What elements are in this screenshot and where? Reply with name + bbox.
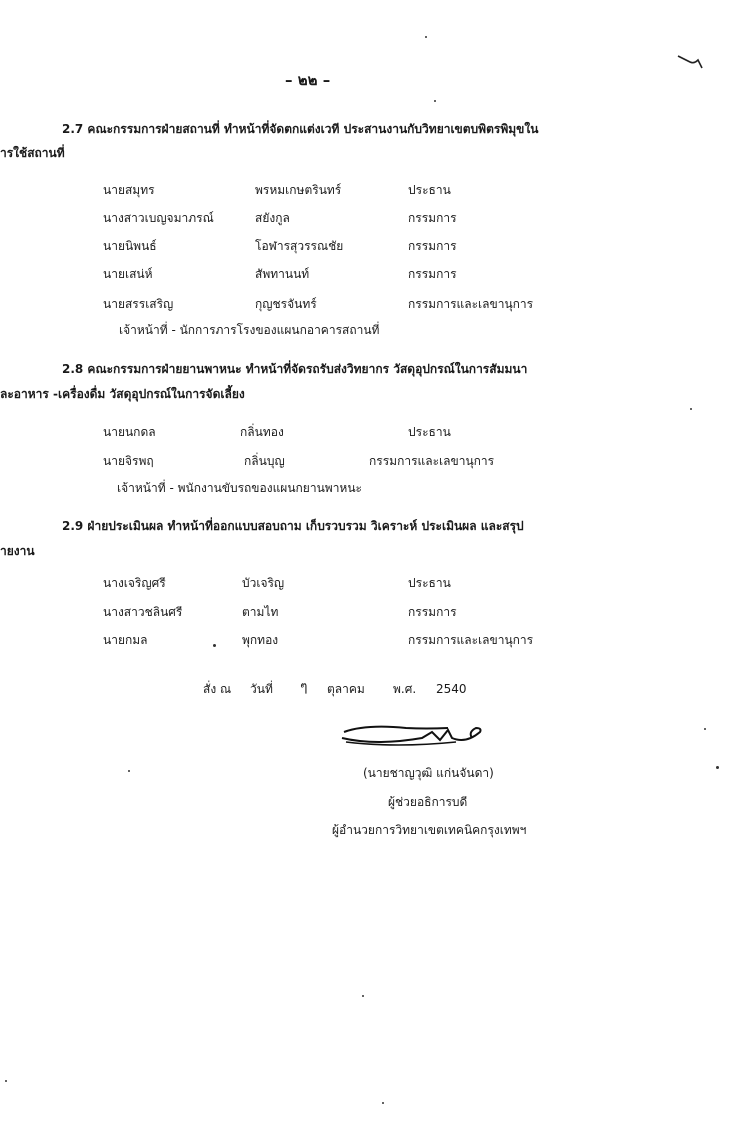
member-name: นางเจริญศรี: [103, 576, 166, 590]
member-role: กรรมการ: [408, 239, 457, 253]
signatory-position: ผู้อำนวยการวิทยาเขตเทคนิคกรุงเทพฯ: [332, 823, 527, 837]
section-2-7-heading: 2.7 คณะกรรมการฝ่ายสถานที่ ทำหน้าที่จัดตกแต่งเวที ประสานงานกับวิทยาเขตบพิตรพิมุขใน: [62, 122, 539, 136]
day-label: วันที่: [250, 682, 273, 696]
member-role: ประธาน: [408, 183, 451, 197]
scan-speck: [5, 1080, 7, 1082]
page-number: – ๒๒ –: [285, 71, 331, 89]
member-role: กรรมการและเลขานุการ: [408, 297, 534, 311]
signature: [336, 718, 486, 754]
scan-speck: [362, 995, 364, 997]
scan-speck: [434, 100, 436, 102]
member-surname: สัพทานนท์: [255, 267, 310, 281]
year-label: พ.ศ.: [393, 682, 417, 696]
section-2-9-continuation: ายงาน: [0, 544, 35, 558]
scan-speck: [213, 644, 216, 647]
member-role: กรรมการ: [408, 605, 457, 619]
member-role: กรรมการและเลขานุการ: [408, 633, 534, 647]
member-surname: บัวเจริญ: [242, 576, 285, 590]
order-label: สั่ง ณ: [203, 682, 232, 696]
member-name: นายจิรพฤ: [103, 454, 154, 468]
member-role: ประธาน: [408, 425, 451, 439]
member-surname: พรหมเกษตรินทร์: [255, 183, 342, 197]
member-surname: ตามไท: [242, 605, 279, 619]
member-name: นางสาวเบญจมาภรณ์: [103, 211, 214, 225]
scan-speck: [704, 728, 706, 730]
member-surname: พุกทอง: [242, 633, 279, 647]
member-name: นายสรรเสริญ: [103, 297, 174, 311]
corner-mark: [676, 52, 706, 74]
member-role: กรรมการ: [408, 267, 457, 281]
member-name: นายนิพนธ์: [103, 239, 157, 253]
section-2-8-continuation: ละอาหาร -เครื่องดื่ม วัสดุอุปกรณ์ในการจัดเลี้ยง: [0, 387, 245, 401]
signatory-position: ผู้ช่วยอธิการบดี: [388, 795, 468, 809]
section-2-9-heading: 2.9 ฝ่ายประเมินผล ทำหน้าที่ออกแบบสอบถาม เก็บรวบรวม วิเคราะห์ ประเมินผล และสรุป: [62, 519, 524, 533]
member-surname: กุญชรจันทร์: [255, 297, 317, 311]
member-surname: สยังกูล: [255, 211, 290, 225]
member-surname: โอฬารสุวรรณชัย: [255, 239, 344, 253]
member-name: นายนกดล: [103, 425, 156, 439]
scan-speck: [716, 766, 719, 769]
staff-note: เจ้าหน้าที่ - พนักงานขับรถของแผนกยานพาหนะ: [117, 481, 362, 495]
member-surname: กลิ่นบุญ: [244, 454, 285, 468]
signatory-name: (นายชาญวุฒิ แก่นจันดา): [363, 766, 494, 780]
year-value: 2540: [436, 682, 467, 696]
member-surname: กลิ่นทอง: [240, 425, 284, 439]
section-2-8-heading: 2.8 คณะกรรมการฝ่ายยานพาหนะ ทำหน้าที่จัดรถรับส่งวิทยากร วัสดุอุปกรณ์ในการสัมมนา: [62, 362, 528, 376]
day-value: ๆ: [300, 679, 308, 695]
scan-speck: [690, 408, 692, 410]
member-role: กรรมการและเลขานุการ: [369, 454, 495, 468]
member-role: กรรมการ: [408, 211, 457, 225]
scan-speck: [425, 36, 427, 38]
scan-speck: [128, 770, 130, 772]
scan-speck: [382, 1102, 384, 1104]
member-name: นายสมุทร: [103, 183, 155, 197]
member-name: นายเสน่ห์: [103, 267, 153, 281]
member-role: ประธาน: [408, 576, 451, 590]
section-2-7-continuation: ารใช้สถานที่: [0, 146, 65, 160]
month-value: ตุลาคม: [327, 682, 365, 696]
member-name: นายกมล: [103, 633, 148, 647]
staff-note: เจ้าหน้าที่ - นักการภารโรงของแผนกอาคารสถานที่: [119, 323, 380, 337]
member-name: นางสาวชลินศรี: [103, 605, 183, 619]
